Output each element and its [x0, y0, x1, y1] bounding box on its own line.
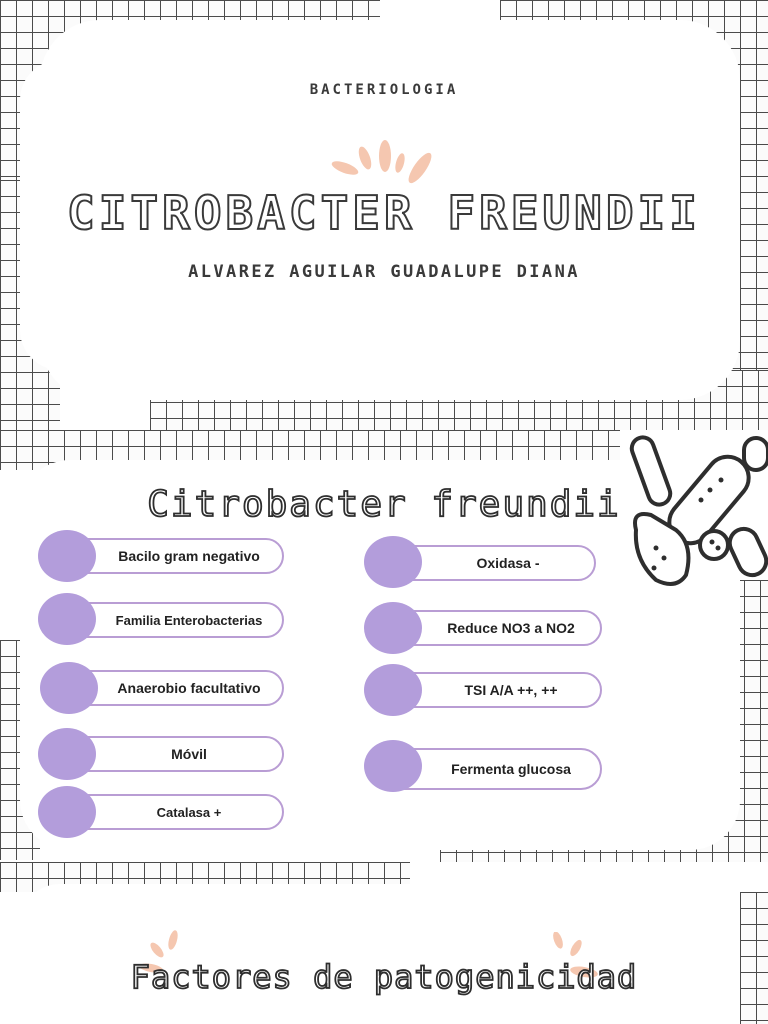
subject-label: BACTERIOLOGIA	[309, 82, 459, 98]
pill-label: Reduce NO3 a NO2	[447, 620, 575, 636]
purple-dot	[38, 786, 96, 838]
purple-dot	[38, 530, 96, 582]
top-slide	[0, 0, 768, 430]
pill-label: Fermenta glucosa	[451, 761, 571, 777]
pill-label: Catalasa +	[156, 804, 222, 820]
pill-label: Bacilo gram negativo	[118, 548, 260, 564]
purple-dot	[40, 662, 98, 714]
author-name: ALVAREZ AGUILAR GUADALUPE DIANA	[188, 262, 580, 282]
purple-dot	[364, 536, 422, 588]
pill-label: Oxidasa -	[476, 555, 540, 571]
pill-label: Anaerobio facultativo	[117, 680, 261, 696]
bottom-slide	[0, 862, 768, 1024]
purple-dot	[38, 728, 96, 780]
white-blob-bottom	[20, 884, 740, 1024]
purple-dot	[364, 740, 422, 792]
pill-label: Familia Enterobacterias	[115, 612, 263, 628]
footer-title: Factores de patogenicidad	[130, 958, 638, 996]
purple-dot	[364, 602, 422, 654]
section-title: Citrobacter freundii	[147, 484, 621, 525]
purple-dot	[364, 664, 422, 716]
pill-label: TSI A/A ++, ++	[464, 682, 558, 698]
middle-slide	[0, 430, 768, 870]
sparkle-icon	[325, 138, 445, 193]
pill-label: Móvil	[171, 746, 207, 762]
purple-dot	[38, 593, 96, 645]
main-title: CITROBACTER FREUNDII	[67, 186, 701, 240]
